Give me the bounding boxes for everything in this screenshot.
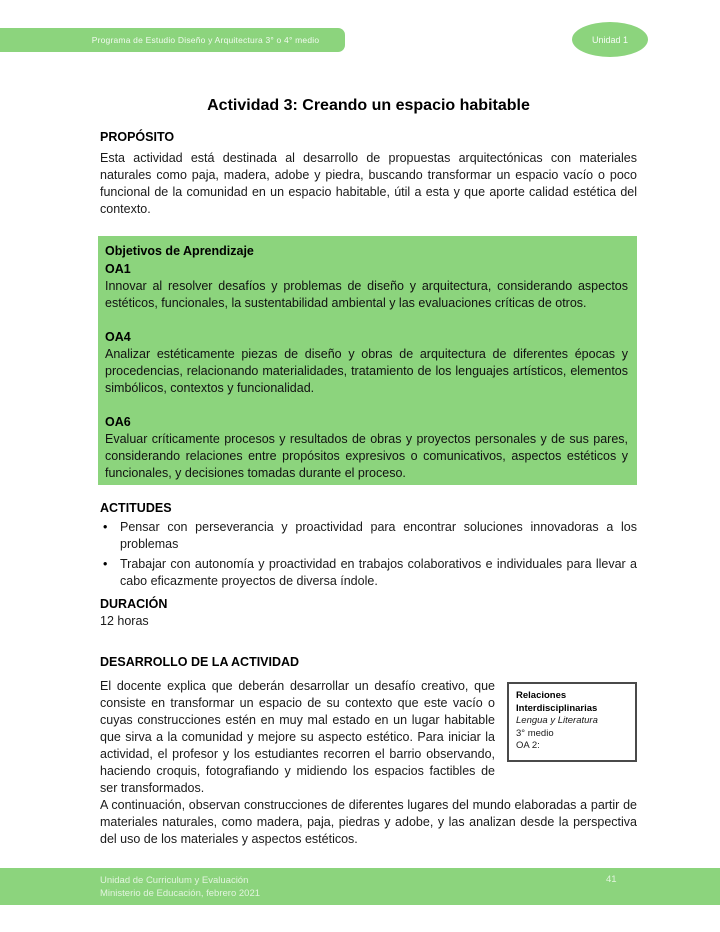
interbox-title: Relaciones Interdisciplinarias [516,690,598,714]
proposito-body: Esta actividad está destinada al desarrollo de propuestas arquitectónicas con materiales naturales como paja, madera, adobe y piedra, buscando transformar un espacio vacío o poco funcional de la comunidad en un espacio habitable, útil a esta y que aporte calidad estética del contexto. [100,151,637,216]
interbox-level: 3° medio [516,727,554,739]
objetivos-box [98,236,637,485]
oa6-text: Evaluar críticamente procesos y resultados de obras y proyectos personales y de sus pares, considerando relaciones entre propósitos expresivos o comunicativos, aspectos estéticos y funcionales, y decisiones tomadas durante el proceso. [105,432,628,480]
oa4-text: Analizar estéticamente piezas de diseño y obras de arquitectura de diferentes épocas y procedencias, relacionando materialidades, tratamiento de los lenguajes artísticos, elementos simbólicos, contextos y funcionalidad. [105,347,628,395]
page-title: Actividad 3: Creando un espacio habitable [207,97,530,114]
oa1-text: Innovar al resolver desafíos y problemas de diseño y arquitectura, considerando aspectos estéticos, funcionales, la sustentabilidad ambiental y las evaluaciones críticas de otros. [105,279,628,310]
oa6-code: OA6 [105,415,131,429]
actitudes-item: • Trabajar con autonomía y proactividad en trabajos colaborativos e individuales para llevar a cabo eficazmente proyectos de diversa índole. [100,556,637,590]
desarrollo-paragraph-1-text: El docente explica que deberán desarrollar un desafío creativo, que consiste en transformar un espacio de su contexto que este vacío o cuyas construcciones estén en muy mal estado en un lugar habitable que sirva a la comunidad y mejore su aspecto estético. Para iniciar la actividad, el profesor y los estudiantes recorren el barrio observando, haciendo croquis, fotografiando y midiendo los espacios factibles de ser transformados. [100,679,495,795]
header-program-bar [0,28,345,52]
desarrollo-section [100,655,637,848]
actitudes-item: • Pensar con perseverancia y proactividad para encontrar soluciones innovadoras a los problemas [100,519,637,553]
proposito-heading: PROPÓSITO [100,130,175,144]
desarrollo-paragraph-2: A continuación, observan construcciones de diferentes lugares del mundo elaboradas a partir de materiales naturales, como madera, paja, piedras y adobe, y las analizan desde la perspectiva del uso de los materiales y aspectos estéticos. [100,798,637,846]
actitudes-section [100,501,637,593]
interbox-oa: OA 2: [516,740,540,751]
desarrollo-paragraph-1 [100,678,637,797]
footer-line2: Ministerio de Educación, febrero 2021 [100,888,261,899]
duracion-section [100,597,637,630]
actitudes-list [100,519,637,590]
oa4-code: OA4 [105,330,131,344]
header-program-label: Programa de Estudio Diseño y Arquitectura 3° o 4° medio [91,35,320,45]
objetivos-heading: Objetivos de Aprendizaje [105,244,254,258]
page-number: 41 [606,874,617,885]
oa1-code: OA1 [105,262,131,276]
spacer [105,312,628,328]
footer-bar [0,868,720,905]
duracion-heading: DURACIÓN [100,597,168,611]
unit-badge [572,22,648,57]
duracion-value: 12 horas [100,614,149,628]
relaciones-interdisciplinarias-box [507,682,637,762]
proposito-section [100,130,637,218]
spacer [105,397,628,413]
footer-line1: Unidad de Curriculum y Evaluación [100,875,249,886]
actitudes-heading: ACTITUDES [100,501,172,515]
desarrollo-heading: DESARROLLO DE LA ACTIVIDAD [100,655,300,669]
interbox-subject: Lengua y Literatura [516,715,598,726]
footer-text [100,874,260,900]
unit-badge-label: Unidad 1 [591,34,629,45]
